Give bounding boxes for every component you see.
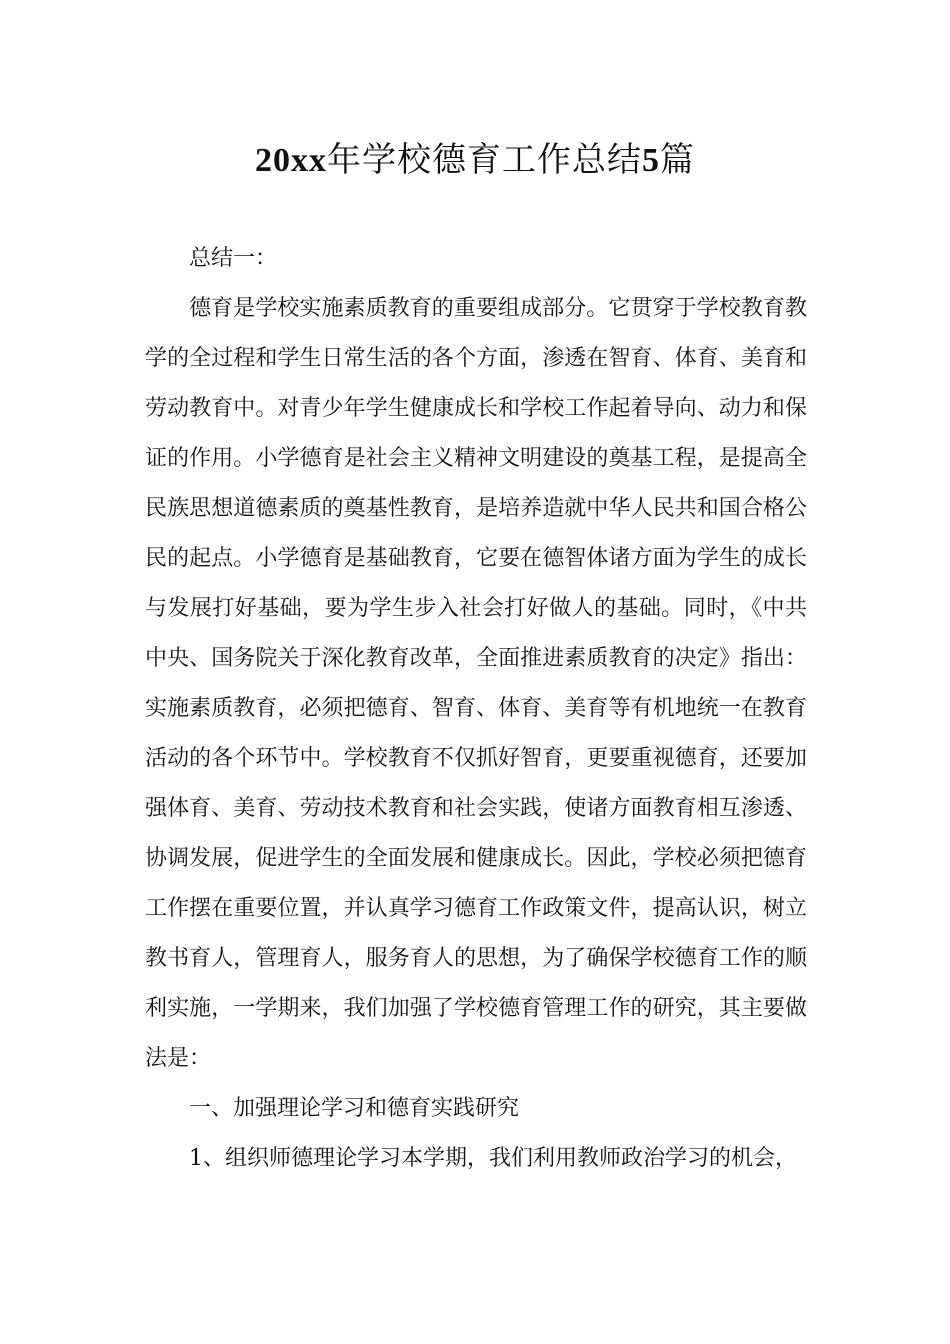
list-item: 1、组织师德理论学习本学期，我们利用教师政治学习的机会， bbox=[189, 1146, 797, 1171]
paragraph-line: 与发展打好基础，要为学生步入社会打好做人的基础。同时，《中共 bbox=[145, 596, 807, 621]
paragraph-line: 利实施，一学期来，我们加强了学校德育管理工作的研究，其主要做 bbox=[145, 996, 807, 1021]
paragraph-line: 劳动教育中。对青少年学生健康成长和学校工作起着导向、动力和保 bbox=[145, 396, 807, 421]
intro-paragraph bbox=[145, 284, 807, 1084]
paragraph-line: 德育是学校实施素质教育的重要组成部分。它贯穿于学校教育教 bbox=[189, 296, 807, 321]
paragraph-line: 中央、国务院关于深化教育改革，全面推进素质教育的决定》指出： bbox=[145, 646, 807, 671]
document-title bbox=[0, 138, 950, 183]
document-body bbox=[145, 234, 807, 1184]
title-number: 5 bbox=[642, 142, 660, 179]
paragraph-line: 教书育人，管理育人，服务育人的思想，为了确保学校德育工作的顺 bbox=[145, 946, 807, 971]
paragraph-line: 学的全过程和学生日常生活的各个方面，渗透在智育、体育、美育和 bbox=[145, 346, 807, 371]
paragraph-line: 活动的各个环节中。学校教育不仅抓好智育，更要重视德育，还要加 bbox=[145, 746, 807, 771]
paragraph-line: 民的起点。小学德育是基础教育，它要在德智体诸方面为学生的成长 bbox=[145, 546, 807, 571]
paragraph-line: 工作摆在重要位置，并认真学习德育工作政策文件，提高认识，树立 bbox=[145, 896, 807, 921]
title-suffix: 篇 bbox=[660, 140, 695, 180]
paragraph-line: 证的作用。小学德育是社会主义精神文明建设的奠基工程，是提高全 bbox=[145, 446, 807, 471]
title-year: 20xx bbox=[255, 142, 327, 179]
paragraph-line: 民族思想道德素质的奠基性教育，是培养造就中华人民共和国合格公 bbox=[145, 496, 807, 521]
paragraph-line: 实施素质教育，必须把德育、智育、体育、美育等有机地统一在教育 bbox=[145, 696, 807, 721]
paragraph-line: 法是： bbox=[145, 1046, 212, 1071]
title-text: 年学校德育工作总结 bbox=[327, 140, 642, 180]
paragraph-line: 协调发展，促进学生的全面发展和健康成长。因此，学校必须把德育 bbox=[145, 846, 807, 871]
section-label: 总结一： bbox=[189, 246, 278, 271]
paragraph-line: 强体育、美育、劳动技术教育和社会实践，使诸方面教育相互渗透、 bbox=[145, 796, 807, 821]
section-heading: 一、加强理论学习和德育实践研究 bbox=[189, 1096, 520, 1121]
